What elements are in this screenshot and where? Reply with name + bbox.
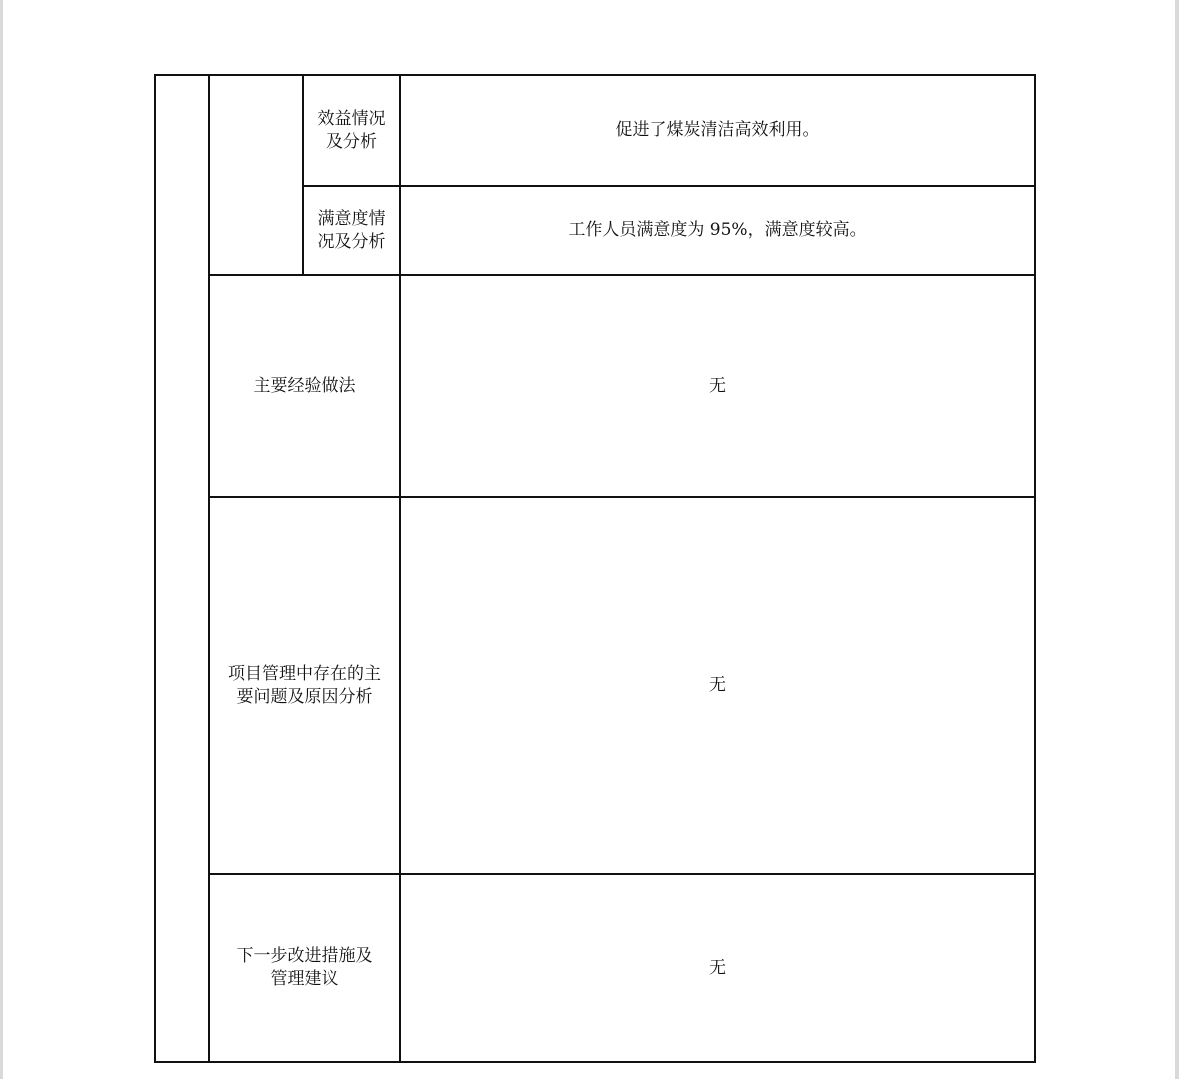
document-page: [3, 0, 1175, 1079]
benefit-label: 效益情况及分析: [303, 75, 400, 186]
problems-label: 项目管理中存在的主要问题及原因分析: [209, 497, 400, 874]
satisfaction-value: 工作人员满意度为 95%，满意度较高。: [400, 186, 1035, 275]
experience-value: 无: [400, 275, 1035, 497]
problems-value: 无: [400, 497, 1035, 874]
next-steps-label: 下一步改进措施及管理建议: [209, 874, 400, 1062]
table-row-problems: [155, 497, 1035, 874]
sub-category-cell: [209, 75, 303, 275]
evaluation-table: [154, 74, 1036, 1063]
satisfaction-label: 满意度情况及分析: [303, 186, 400, 275]
outer-category-cell: [155, 75, 209, 1062]
table-row-benefit: [155, 75, 1035, 186]
table-row-experience: [155, 275, 1035, 497]
benefit-value: 促进了煤炭清洁高效利用。: [400, 75, 1035, 186]
experience-label: 主要经验做法: [209, 275, 400, 497]
table-row-next-steps: [155, 874, 1035, 1062]
next-steps-value: 无: [400, 874, 1035, 1062]
